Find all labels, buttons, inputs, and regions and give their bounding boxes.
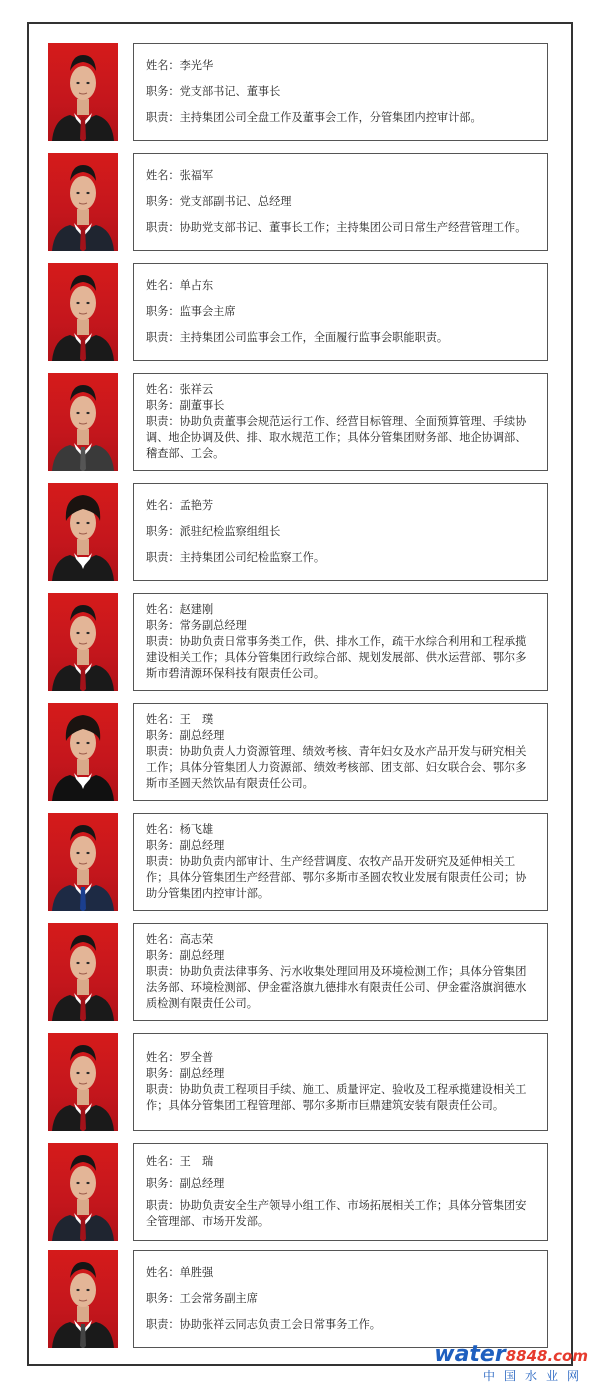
position-label: 职务：: [146, 839, 180, 852]
duty-line: [146, 1082, 537, 1114]
name-value: 张福军: [179, 169, 214, 182]
position-line: [146, 194, 537, 210]
duty-line: [146, 1317, 537, 1333]
duty-label: 职责：: [146, 415, 180, 428]
profile-photo: [48, 703, 118, 801]
name-label: 姓名：: [146, 499, 180, 512]
position-value: 党支部书记、董事长: [179, 85, 281, 98]
name-line: [146, 168, 537, 184]
profile-info-box: [133, 593, 548, 691]
duty-value: 协助负责人力资源管理、绩效考核、青年妇女及水产品开发与研究相关工作；具体分管集团人力资源部、绩效考核部、团支部、妇女联合会、鄂尔多斯市圣圆天然饮品有限责任公司。: [146, 745, 527, 790]
duty-label: 职责：: [146, 635, 180, 648]
name-label: 姓名：: [146, 933, 180, 946]
portrait-illustration: [48, 1033, 118, 1131]
position-value: 常务副总经理: [179, 619, 247, 632]
position-value: 副总经理: [179, 1067, 225, 1080]
profile-info-box: [133, 1143, 548, 1241]
duty-line: [146, 1198, 537, 1230]
duty-line: [146, 330, 537, 346]
name-value: 李光华: [179, 59, 214, 72]
profile-photo: [48, 923, 118, 1021]
name-line: [146, 1050, 537, 1066]
profile-photo: [48, 593, 118, 691]
duty-value: 协助负责日常事务类工作，供、排水工作，疏干水综合利用和工程承揽建设相关工作；具体分管集团行政综合部、规划发展部、供水运营部、鄂尔多斯市碧清源环保科技有限责任公司。: [146, 635, 527, 680]
profile-info-box: [133, 813, 548, 911]
name-line: [146, 1265, 537, 1281]
position-value: 党支部副书记、总经理: [179, 195, 292, 208]
position-line: [146, 948, 537, 964]
position-value: 监事会主席: [179, 305, 236, 318]
duty-value: 协助负责董事会规范运行工作、经营目标管理、全面预算管理、手续协调、地企协调及供、排、取水规范工作；具体分管集团财务部、地企协调部、稽查部、工会。: [146, 415, 527, 460]
name-value: 单占东: [179, 279, 214, 292]
duty-label: 职责：: [146, 965, 180, 978]
name-label: 姓名：: [146, 59, 180, 72]
profile-entry: [48, 1033, 550, 1131]
name-value: 张祥云: [179, 383, 214, 396]
profile-info-box: [133, 1033, 548, 1131]
duty-value: 协助负责内部审计、生产经营调度、农牧产品开发研究及延伸相关工作；具体分管集团生产经营部、鄂尔多斯市圣圆农牧业发展有限责任公司；协助分管集团内控审计部。: [146, 855, 527, 900]
duty-label: 职责：: [146, 111, 180, 124]
profile-info-box: [133, 923, 548, 1021]
position-value: 副董事长: [179, 399, 225, 412]
position-value: 派驻纪检监察组组长: [179, 525, 281, 538]
profile-entry: [48, 483, 550, 581]
name-label: 姓名：: [146, 169, 180, 182]
name-label: 姓名：: [146, 713, 180, 726]
watermark-subtitle: 中国水业网: [482, 1369, 588, 1383]
watermark-logo: water8848.com: [434, 1342, 588, 1367]
duty-value: 主持集团公司监事会工作，全面履行监事会职能职责。: [179, 331, 449, 344]
profile-entry: [48, 813, 550, 911]
profile-entry: [48, 703, 550, 801]
position-line: [146, 84, 537, 100]
position-label: 职务：: [146, 619, 180, 632]
position-line: [146, 1291, 537, 1307]
position-label: 职务：: [146, 195, 180, 208]
name-value: 王 瑞: [179, 1155, 214, 1168]
name-label: 姓名：: [146, 383, 180, 396]
position-value: 工会常务副主席: [179, 1292, 258, 1305]
portrait-illustration: [48, 483, 118, 581]
position-label: 职务：: [146, 305, 180, 318]
profile-photo: [48, 1033, 118, 1131]
name-value: 杨飞雄: [179, 823, 214, 836]
duty-line: [146, 744, 537, 792]
name-value: 王 璞: [179, 713, 214, 726]
profile-entry: [48, 43, 550, 141]
position-line: [146, 398, 537, 414]
profile-info-box: [133, 703, 548, 801]
profile-photo: [48, 263, 118, 361]
duty-label: 职责：: [146, 221, 180, 234]
duty-label: 职责：: [146, 331, 180, 344]
profile-entry: [48, 263, 550, 361]
duty-line: [146, 414, 537, 462]
profile-photo: [48, 1143, 118, 1241]
portrait-illustration: [48, 813, 118, 911]
position-label: 职务：: [146, 729, 180, 742]
position-label: 职务：: [146, 525, 180, 538]
position-label: 职务：: [146, 85, 180, 98]
position-label: 职务：: [146, 1177, 180, 1190]
duty-label: 职责：: [146, 1083, 180, 1096]
profile-entry: [48, 373, 550, 471]
portrait-illustration: [48, 263, 118, 361]
name-label: 姓名：: [146, 1266, 180, 1279]
position-label: 职务：: [146, 949, 180, 962]
duty-value: 协助负责工程项目手续、施工、质量评定、验收及工程承揽建设相关工作；具体分管集团工程管理部、鄂尔多斯市巨鼎建筑安装有限责任公司。: [146, 1083, 527, 1112]
position-value: 副总经理: [179, 729, 225, 742]
position-label: 职务：: [146, 1292, 180, 1305]
profile-photo: [48, 153, 118, 251]
duty-label: 职责：: [146, 1318, 180, 1331]
portrait-illustration: [48, 373, 118, 471]
duty-label: 职责：: [146, 551, 180, 564]
duty-value: 协助负责法律事务、污水收集处理回用及环境检测工作；具体分管集团法务部、环境检测部、伊金霍洛旗九德排水有限责任公司、伊金霍洛旗润德水质检测有限责任公司。: [146, 965, 527, 1010]
profile-entry: [48, 153, 550, 251]
name-label: 姓名：: [146, 1155, 180, 1168]
profile-info-box: [133, 373, 548, 471]
duty-value: 主持集团公司全盘工作及董事会工作，分管集团内控审计部。: [179, 111, 482, 124]
name-line: [146, 932, 537, 948]
duty-value: 协助张祥云同志负责工会日常事务工作。: [179, 1318, 381, 1331]
profile-photo: [48, 1250, 118, 1348]
name-line: [146, 382, 537, 398]
name-value: 高志荣: [179, 933, 214, 946]
duty-line: [146, 110, 537, 126]
duty-value: 主持集团公司纪检监察工作。: [179, 551, 326, 564]
profile-photo: [48, 813, 118, 911]
profile-photo: [48, 43, 118, 141]
name-line: [146, 822, 537, 838]
position-value: 副总经理: [179, 839, 225, 852]
duty-line: [146, 550, 537, 566]
name-line: [146, 602, 537, 618]
name-label: 姓名：: [146, 1051, 180, 1064]
name-value: 罗全普: [179, 1051, 214, 1064]
position-value: 副总经理: [179, 949, 225, 962]
position-line: [146, 618, 537, 634]
profile-photo: [48, 483, 118, 581]
name-line: [146, 58, 537, 74]
duty-label: 职责：: [146, 1199, 180, 1212]
name-line: [146, 498, 537, 514]
profile-photo: [48, 373, 118, 471]
profile-info-box: [133, 43, 548, 141]
profile-entry: [48, 923, 550, 1021]
profile-entry: [48, 1250, 550, 1348]
name-value: 孟艳芳: [179, 499, 214, 512]
duty-label: 职责：: [146, 745, 180, 758]
position-line: [146, 304, 537, 320]
duty-line: [146, 854, 537, 902]
position-line: [146, 524, 537, 540]
position-line: [146, 1066, 537, 1082]
duty-line: [146, 964, 537, 1012]
duty-line: [146, 220, 537, 236]
portrait-illustration: [48, 703, 118, 801]
name-line: [146, 1154, 537, 1170]
profile-info-box: [133, 483, 548, 581]
profile-info-box: [133, 1250, 548, 1348]
position-label: 职务：: [146, 1067, 180, 1080]
site-watermark: [434, 1342, 588, 1384]
name-label: 姓名：: [146, 603, 180, 616]
profile-info-box: [133, 153, 548, 251]
profile-entry: [48, 1143, 550, 1241]
position-line: [146, 1176, 537, 1192]
name-line: [146, 278, 537, 294]
name-line: [146, 712, 537, 728]
position-label: 职务：: [146, 399, 180, 412]
portrait-illustration: [48, 923, 118, 1021]
position-value: 副总经理: [179, 1177, 225, 1190]
duty-value: 协助党支部书记、董事长工作；主持集团公司日常生产经营管理工作。: [179, 221, 527, 234]
duty-value: 协助负责安全生产领导小组工作、市场拓展相关工作；具体分管集团安全管理部、市场开发部。: [146, 1199, 527, 1228]
name-label: 姓名：: [146, 279, 180, 292]
name-label: 姓名：: [146, 823, 180, 836]
portrait-illustration: [48, 593, 118, 691]
portrait-illustration: [48, 1250, 118, 1348]
portrait-illustration: [48, 1143, 118, 1241]
name-value: 单胜强: [179, 1266, 214, 1279]
position-line: [146, 728, 537, 744]
portrait-illustration: [48, 153, 118, 251]
profile-entry: [48, 593, 550, 691]
duty-line: [146, 634, 537, 682]
profile-info-box: [133, 263, 548, 361]
duty-label: 职责：: [146, 855, 180, 868]
portrait-illustration: [48, 43, 118, 141]
position-line: [146, 838, 537, 854]
name-value: 赵建刚: [179, 603, 214, 616]
